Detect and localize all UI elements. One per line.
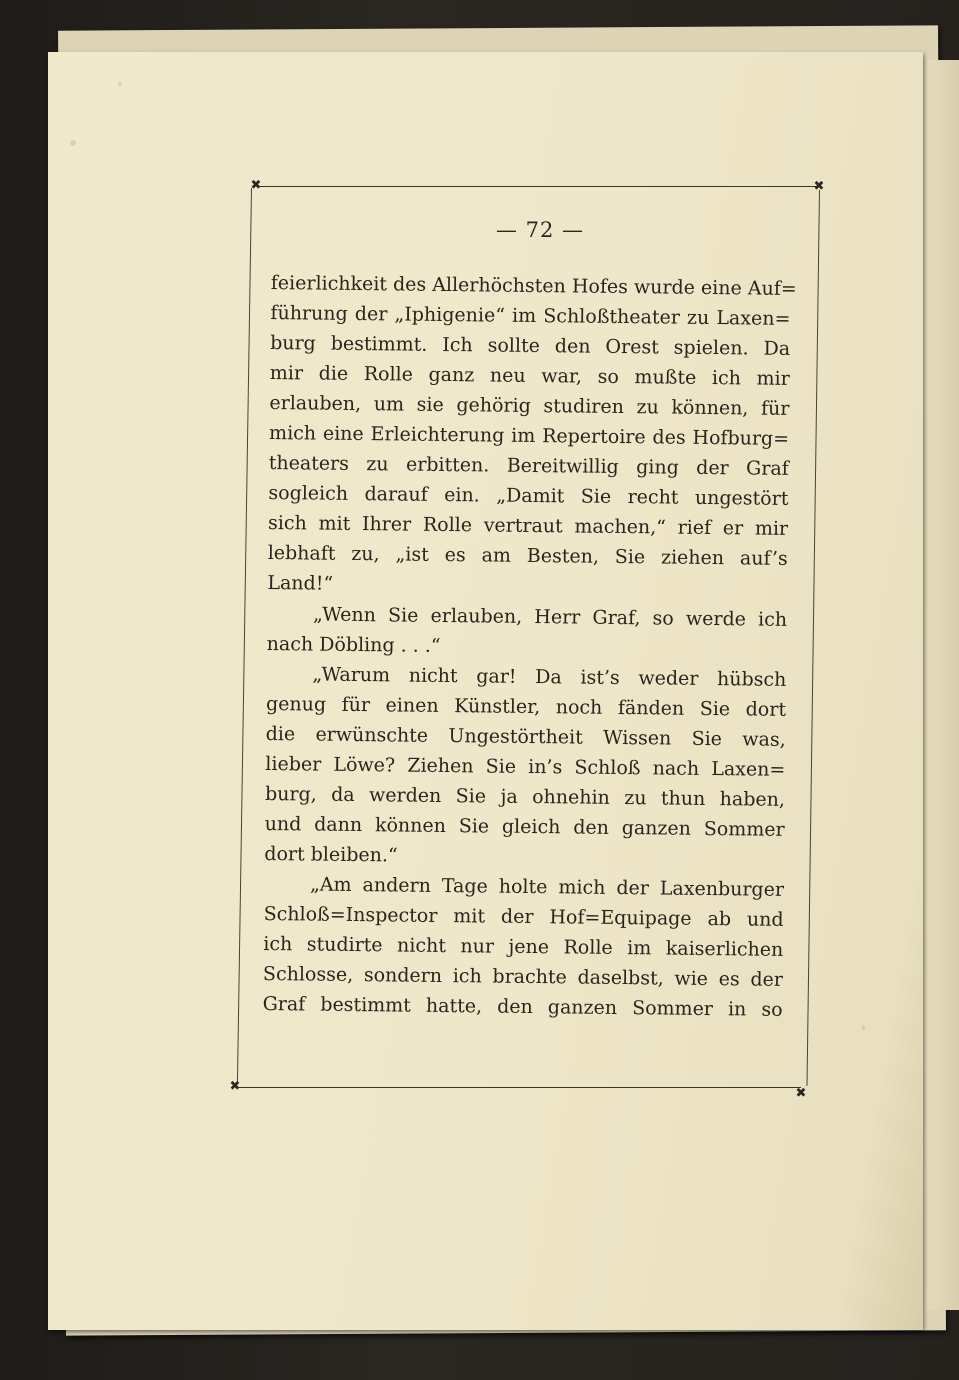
text-line: ich studirte nicht nur jene Rolle im kaiserlichen [263,932,784,961]
text-line: genug für einen Künstler, noch fänden Sie dort [265,692,787,721]
page-number: — 72 — [495,218,585,242]
paper-spot [70,140,76,146]
text-line: mich eine Erleichterung im Repertoire des Hofburg= [269,422,790,451]
text-line: „Am andern Tage holte mich der Laxenburger [309,873,785,901]
frame-corner-ornament-icon: ✖ [813,179,825,194]
text-line: burg bestimmt. Ich sollte den Orest spielen. Da [270,332,791,360]
paper-spot [862,1025,865,1030]
frame-corner-ornament-icon: ✖ [250,178,262,193]
text-line: lebhaft zu, „ist es am Besten, Sie ziehen auf’s [267,542,788,571]
text-line: Schlosse, sondern ich brachte daselbst, wie es der [262,963,784,991]
text-line: sich mit Ihrer Rolle vertraut machen,“ rief er mir [267,512,789,541]
text-line: mir die Rolle ganz neu war, so mußte ich mir [269,362,790,391]
text-line: dort bleiben.“ [264,842,398,867]
body-text [262,268,797,1025]
text-line: die erwünschte Ungestörtheit Wissen Sie was, [265,722,786,751]
text-line: feierlichkeit des Allerhöchsten Hofes wurde eine Auf= [270,271,797,300]
text-line: und dann können Sie gleich den ganzen Sommer [264,812,785,841]
text-line: Land!“ [267,572,334,596]
text-line: führung der „Iphigenie“ im Schloßtheater zu Laxen= [270,302,791,330]
frame-line-bottom [236,1087,801,1088]
text-line: nach Döbling . . .“ [266,632,441,657]
frame-corner-ornament-icon: ✖ [229,1079,241,1094]
text-line: „Wenn Sie erlauben, Herr Graf, so werde ich [312,603,788,631]
text-line: lieber Löwe? Ziehen Sie in’s Schloß nach Laxen= [265,752,786,781]
text-line: sogleich darauf ein. „Damit Sie recht ungestört [268,482,789,511]
frame-line-top [258,186,819,187]
text-line: „Warum nicht gar! Da ist’s weder hübsch [312,663,787,691]
paper-spot [118,82,122,86]
text-line: erlauben, um sie gehörig studiren zu können, für [269,392,790,421]
text-line: burg, da werden Sie ja ohnehin zu thun haben, [264,782,786,811]
text-line: theaters zu erbitten. Bereitwillig ging der Graf [268,452,789,481]
text-line: Graf bestimmt hatte, den ganzen Sommer in so [262,993,783,1021]
frame-corner-ornament-icon: ✖ [795,1086,807,1101]
text-line: Schloß=Inspector mit der Hof=Equipage ab und [263,902,784,931]
